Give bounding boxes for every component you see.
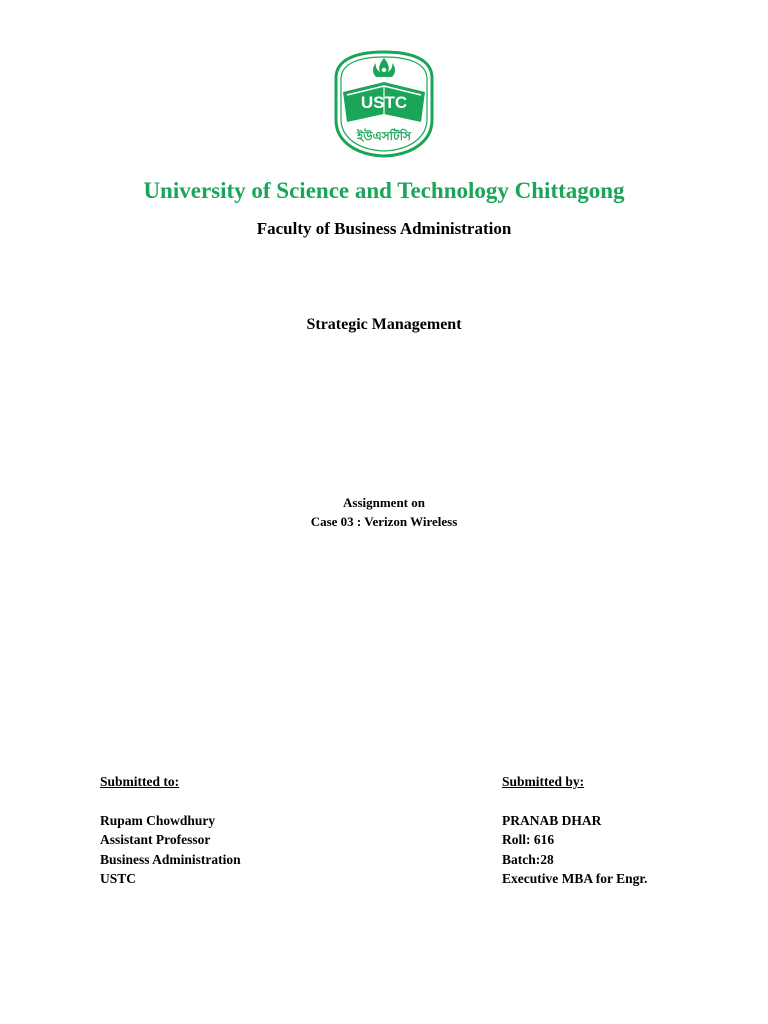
submitted-to-department: Business Administration (100, 851, 241, 867)
course-name: Strategic Management (306, 316, 462, 333)
submitted-by-block (502, 772, 648, 889)
submitted-to-name: Rupam Chowdhury (100, 812, 216, 828)
logo-sub-text: ইউএসটিসি (357, 129, 411, 143)
faculty-name: Faculty of Business Administration (256, 219, 512, 238)
submitted-by-heading: Submitted by: (502, 774, 585, 789)
submitted-to-institution: USTC (100, 871, 137, 886)
university-logo (333, 50, 435, 158)
submitted-to-block (100, 772, 241, 889)
submitted-to-heading: Submitted to: (100, 774, 180, 789)
submitted-by-batch: Batch:28 (502, 851, 554, 867)
university-name: University of Science and Technology Chittagong (143, 178, 625, 203)
assignment-case: Case 03 : Verizon Wireless (310, 514, 458, 529)
submitted-by-roll: Roll: 616 (502, 832, 555, 847)
submitted-to-designation: Assistant Professor (100, 832, 211, 847)
submitted-by-name: PRANAB DHAR (502, 812, 602, 828)
submitted-by-program: Executive MBA for Engr. (502, 871, 648, 886)
assignment-label: Assignment on (343, 495, 425, 510)
logo-main-text: USTC (360, 93, 408, 112)
